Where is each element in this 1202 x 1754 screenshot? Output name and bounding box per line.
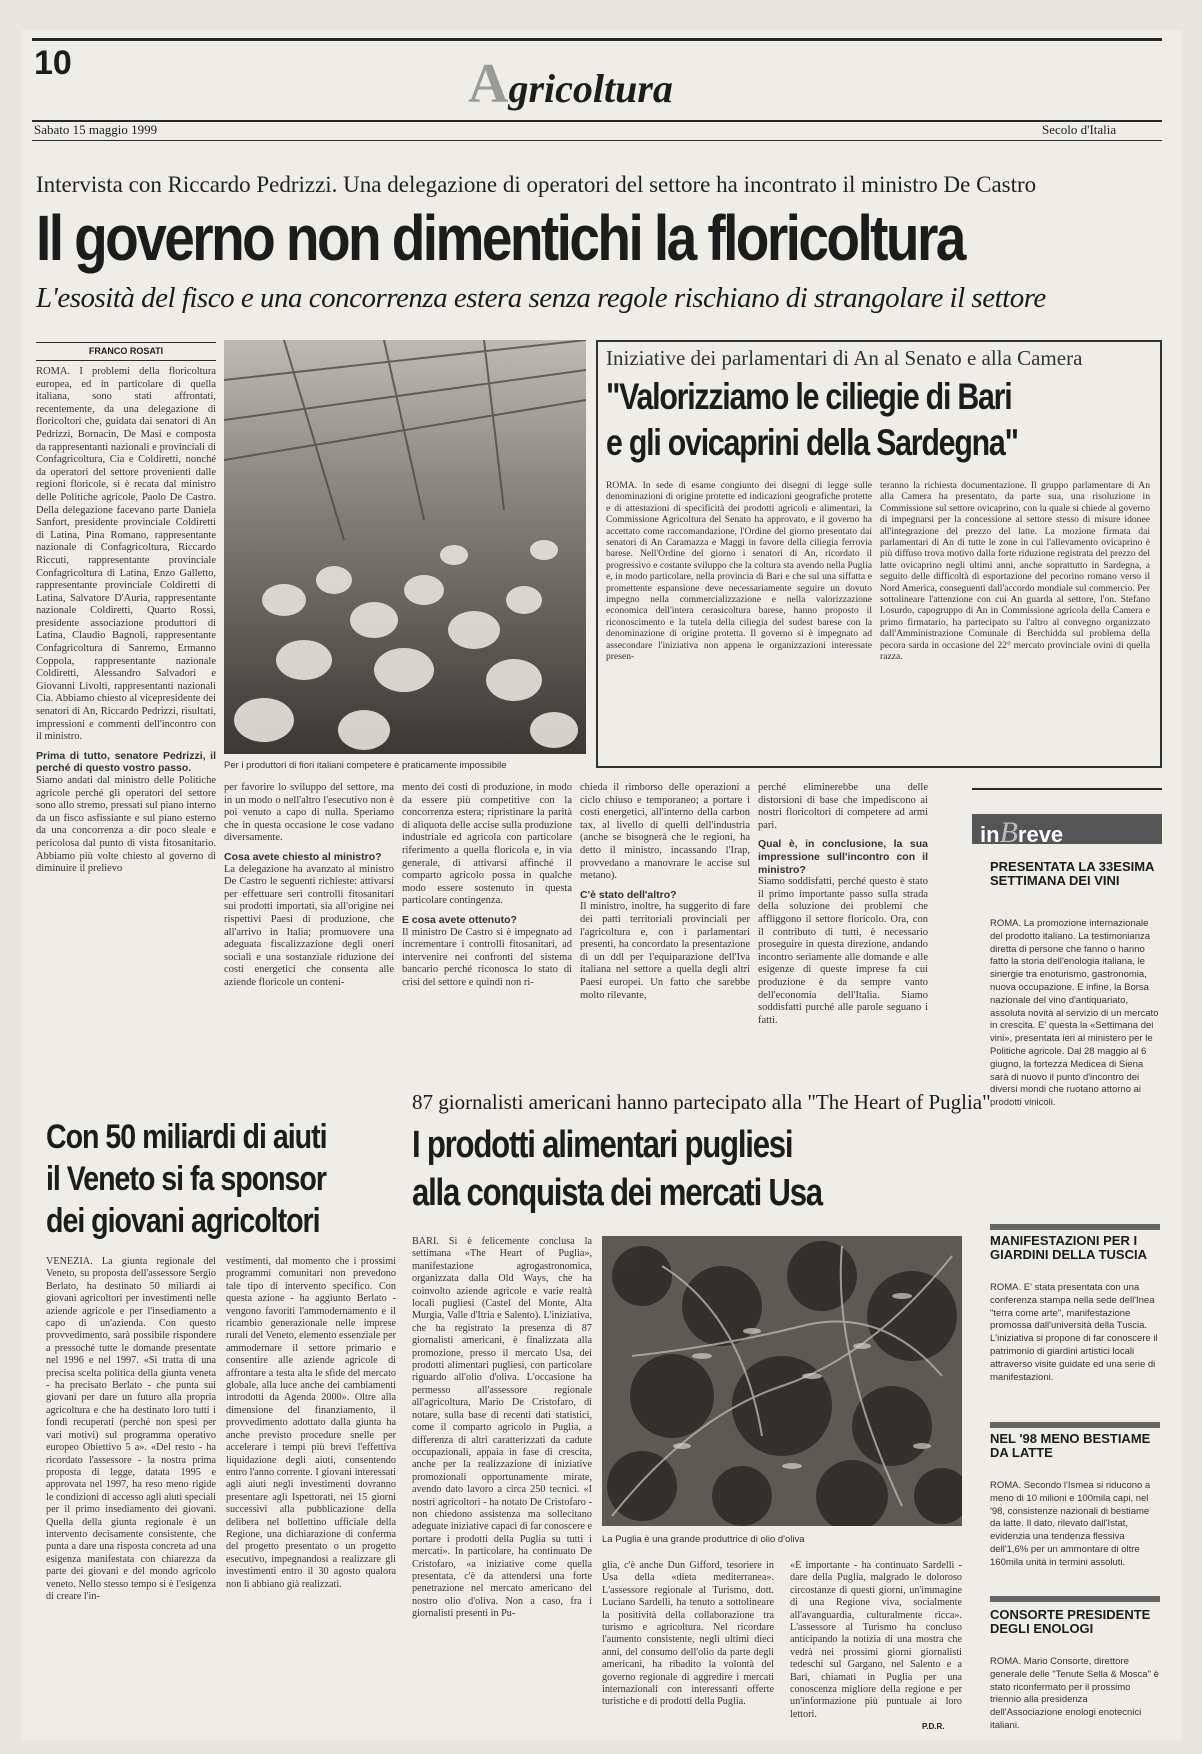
breve-item-1-text: ROMA. La promozione internazionale del prodotto italiano. La testimonianza diretta di persone che fanno o hanno fatto la storia dell'enologia italiana, le sinergie tra enoturismo, gastronomia, nuova occupazione. E infine, la Borsa nazionale del vino d'antiquariato, assoluta novità al servizio di un mercato in crescita. E' questa la «Settimana dei vini», presentata ieri al ministero per le Politiche agricole. Dal 28 maggio al 6 giugno, la fortezza Medicea di Siena sarà di nuovo il punto d'incontro dei diversi mondi che ruotano attorno ai prodotti vinicoli. (990, 918, 1159, 1109)
section-initial: A (468, 53, 509, 115)
main-column-1 (36, 366, 216, 914)
box-headline-line-2: e gli ovicaprini della Sardegna" (606, 422, 1018, 463)
greenhouse-photo-graphic (224, 340, 586, 754)
veneto-column-2: vestimenti, dal momento che i prossimi programmi comunitari non prevedono tale tipo di intervento specifico. Con questa azione - ha aggiunto Berlato - vengono favoriti l'ammodernamento e il ricambio generazionale nelle imprese rurali del Veneto, elemento essenziale per ammodernare il settore primario e consentire alle aziende agricole di affrontare a testa alta le sfide del mercato globale, alla luce anche dei cambiamenti introdotti da Agenda 2000». Oltre alla dimensione del finanziamento, il provvedimento adottato dalla giunta ha anche previsto procedure snelle per accelerare i tempi più brevi l'effettiva liquidazione degli aiuti, consentendo entro l'anno corrente. I giovani interessati agli aiuti negli investimenti dovranno presentare agli Ispettorati, nei 15 giorni successivi alla pubblicazione della delibera nel bollettino ufficiale della Regione, una dichiarazione di conferma del progetto presentato o un progetto esecutivo, impegnandosi a realizzare gli investimenti entro il 30 agosto qualora non li abbiano già realizzati. (226, 1256, 396, 1590)
main-column-5 (758, 782, 928, 1080)
breve-separator-1 (990, 1224, 1160, 1230)
breve-item-4-text: ROMA. Mario Consorte, direttore generale delle "Tenute Sella & Mosca" è stato riconfermato per il prossimo triennio alla presidenza dell'Associazione enologi enotecnici italiani. (990, 1656, 1159, 1731)
olive-photo-caption: La Puglia è una grande produttrice di olio d'oliva (602, 1534, 805, 1545)
olive-photo (602, 1236, 962, 1526)
main-col2b-text: La delegazione ha avanzato al ministro De Castro le seguenti richieste: attivarsi per effettuare seri controlli fitosanitari sui prodotti importati, sia all'origine nei rispettivi Paesi di produzione, che all'arrivo in Italia; promuovere una adeguata fiscalizzazione degli oneri sociali e una sostanziale riduzione dei costi energetici che consenta alle aziende floricole un conteni- (224, 863, 394, 988)
veneto-headline-line-1: Con 50 miliardi di aiuti (46, 1118, 327, 1156)
main-col2a-text: per favorire lo sviluppo del settore, ma in un modo o nell'altro l'esecutivo non è poi venuto a capo di nulla. Speriamo che in questa occasione le cose vadano diversamente. (224, 782, 394, 844)
main-col4b-text: Il ministro, inoltre, ha suggerito di fare dei patti territoriali provinciali per l'agricoltura e, con i parlamentari presenti, ha concordato la presentazione di un ddl per l'equiparazione dell'Iva italiana nel settore a quella degli altri Paesi europei. Un fatto che sarebbe molto rilevante, (580, 901, 750, 1001)
top-rule (32, 38, 1162, 41)
header-rule (32, 120, 1162, 122)
main-subhead: L'esosità del fisco e una concorrenza estera senza regole rischiano di strangolare il settore (36, 282, 1046, 314)
veneto-column-1: VENEZIA. La giunta regionale del Veneto, su proposta dell'assessore Sergio Berlato, ha destinato 50 miliardi ai giovani agricoltori per investimenti nelle aziende agricole e per l'insediamento a capo di un'azienda. Con questo provvedimento, sarà possibile rispondere a pressoché tutte le domande presentate nel 1996 e nel 1997. «Si tratta di una precisa scelta politica della giunta veneta - ha precisato Berlato - che punta sui giovani per dare un futuro alla propria agricoltura e che ha destinato loro tutti i fondi recuperati (perché non spesi per vari motivi) sul programma operativo europeo Obiettivo 5 a». «Del resto - ha ricordato l'assessore - la nostra prima proposta di legge, datata 1995 e approvata nel 1997, ha reso meno rigide le condizioni di accesso agli aiuti speciali per il primo insediamento dei giovani. Quella della giunta regionale è un intervento decisamente consistente, che punta a dare una risposta concreta ad una esigenza manifestata con chiarezza da parte dei giovani e del mondo agricolo veneto. Nello stesso tempo si è l'esigenza di creare l'in- (46, 1256, 216, 1602)
breve-item-1-head: PRESENTATA LA 33ESIMA SETTIMANA DEI VINI (990, 859, 1154, 888)
puglia-signature: P.D.R. (922, 1722, 945, 1731)
breve-separator-3 (990, 1596, 1160, 1602)
olive-photo-graphic (602, 1236, 962, 1526)
main-col3a-text: mento dei costi di produzione, in modo da essere più competitive con la concorrenza estera; ripristinare la parità di aliquota delle accise sulla produzione industriale ed agricola con particolare riferimento a quella floricola e, in via generale, di attivarsi affinché il comparto agricolo possa in qualche modo essere sostenuto in questa particolare contingenza. (402, 782, 572, 907)
breve-item-4-head: CONSORTE PRESIDENTE DEGLI ENOLOGI (990, 1607, 1151, 1636)
byline-rule-2 (36, 360, 216, 361)
header-rule-2 (32, 140, 1162, 141)
newspaper-page (22, 30, 1182, 1740)
puglia-headline-line-2: alla conquista dei mercati Usa (412, 1172, 822, 1214)
main-col3b-text: Il ministro De Castro si è impegnato ad incrementare i controlli fitosanitari, ad intervenire nei confronti del sistema bancario perché riconosca lo stato di crisi del settore e quindi non ri- (402, 926, 572, 988)
main-column-2 (224, 782, 394, 1080)
breve-item-3-text: ROMA. Secondo l'Ismea si riducono a meno di 10 milioni e 100mila capi, nel '98, consistenze nazionali di bestiame da latte. Il dato, rilevato dall'Istat, evidenzia una tendenza flessiva dell'1,6% per un ammontare di oltre 160mila unità in termini assoluti. (990, 1480, 1151, 1568)
main-kicker: Intervista con Riccardo Pedrizzi. Una delegazione di operatori del settore ha incontrato il ministro De Castro (36, 172, 1037, 197)
question-1: Prima di tutto, senatore Pedrizzi, il perché di questo vostro passo. (36, 749, 216, 775)
main-column-4 (580, 782, 750, 1080)
main-col4a-text: chieda il rimborso delle operazioni a ciclo chiuso e temporaneo; a portare i costi energetici, all'interno della carbon tax, al livello di quelli dell'industria (anche se bisognerà che le regioni, ha detto il ministro, incassando l'Irap, provvedano a manovrare le accise sul metano). (580, 782, 750, 882)
breve-item-2-text: ROMA. E' stata presentata con una conferenza stampa nella sede dell'Inea "terra come arte", manifestazione promossa dall'università della Tuscia. L'iniziativa si propone di far conoscere il patrimonio di giardini artistici locali attraverso visite guidate ed una serie di manifestazioni. (990, 1282, 1158, 1383)
section-rest: gricoltura (508, 66, 673, 111)
puglia-column-2: glia, c'è anche Dun Gifford, tesoriere in Usa della «dieta mediterranea». L'assessore regionale al Turismo, dott. Luciano Sardelli, ha tenuto a sottolineare la positività della collaborazione tra turismo e agricoltura. Nel ricordare l'aumento consistente, negli ultimi dieci anni, del consumo dell'olio da parte degli americani, ha ribadito la volontà del governo regionale di aggredire i mercati internazionali con interessanti offerte turistiche e di prodotti della Puglia. (602, 1560, 774, 1708)
in-breve-in: in (980, 822, 1000, 847)
in-breve-rest: reve (1017, 822, 1064, 847)
flowers-photo-caption: Per i produttori di fiori italiani competere è praticamente impossibile (224, 760, 507, 771)
main-headline: Il governo non dimentichi la floricoltura (36, 202, 964, 274)
page-number: 10 (34, 44, 72, 82)
in-breve-title (972, 814, 1162, 849)
main-col5b-text: Siamo soddisfatti, perché questo è stato il primo importante passo sulla strada della soluzione dei problemi che affliggono il settore floricolo. Ora, con il contributo di tutti, è necessario proseguire in questa direzione, andando incontro seriamente alle domande e alle esigenze di queste imprese fa cui produzione è da sempre vanto dell'economia dell'Italia. Siamo soddisfatti purché alle parole seguano i fatti. (758, 876, 928, 1026)
box-column-2: teranno la richiesta documentazione. Il gruppo parlamentare di An alla Camera ha presentato, da parte sua, una risoluzione in Commissione sul settore ovicaprino, con la quale si chiede al governo di impegnarsi per la concessione al settore stesso di misure idonee all'integrazione del prezzo del latte. La mozione firmata dai parlamentari di An di tutte le zone in cui l'allevamento ovicaprino è più diffuso trova motivo dalla forte riduzione registrata del prezzo del latte ovicaprino negli ultimi anni, anche soprattutto in Sardegna, a seguito delle difficoltà di esportazione del pecorino romano verso il Nord America, conseguenti dall'accordo mondiale sul commercio. Per sottolineare l'attenzione con cui An guarda al settore, l'on. Stefano Losurdo, capogruppo di An in Commissione agricola della Camera e primo firmatario, ha partecipato su l'altro al convegno organizzato dall'Amministrazione Comunale di Berchidda sul problema della pecora sarda in occasione del 22° mercato provinciale ovini di quella razza. (880, 480, 1150, 663)
veneto-headline-line-2: il Veneto si fa sponsor (46, 1160, 326, 1198)
greenhouse-flowers-photo (224, 340, 586, 754)
issue-date: Sabato 15 maggio 1999 (34, 122, 158, 137)
main-col1b-text: Siamo andati dal ministro delle Politiche agricole perché gli operatori del settore sono allo stremo, pressati sul piano interno da un fisco asfissiante e sul piano esterno da una concorrenza a dir poco sleale e pericolosa dal punto di vista fitosanitario. Abbiamo più volte chiesto al governo di diminuire il prelievo (36, 775, 216, 875)
puglia-headline-line-1: I prodotti alimentari pugliesi (412, 1124, 793, 1166)
box-kicker: Iniziative dei parlamentari di An al Senato e alla Camera (606, 346, 1083, 370)
section-title (468, 52, 673, 116)
puglia-column-3: «È importante - ha continuato Sardelli - dare della Puglia, malgrado le doloroso circostanze di questi giorni, un'immagine di una Regione viva, socialmente all'avanguardia, culturalmente ricca». L'assessore al Turismo ha concluso anticipando la notizia di una mostra che vedrà nei prossimi giorni giornalisti tedeschi sul Gargano, nel Salento e a Bari, chiamati in Puglia per una conoscenza migliore della regione e per un'informazione più puntuale ai loro lettori. (790, 1560, 962, 1720)
box-column-1: ROMA. In sede di esame congiunto dei disegni di legge sulle denominazioni di origine protette ed indicazioni geografiche protette e di attestazioni di specificità dei prodotti agricoli e alimentari, la Commissione Agricoltura del Senato ha approvato, e il governo ha accettato come raccomandazione, l'Ordine del giorno presentato dai senatori di An Caramazza e Maggi in favore della ciliegia ferrovia barese. Nell'Ordine del giorno i senatori di An, ricordato il progressivo e costante sviluppo che la coltura sta avendo nella Puglia e, in modo particolare, nella provincia di Bari e che sul una siffatta e promettente espansione deve necessariamente seguire un dovuto impegno nella commercializzazione e nella valorizzazione economica dell'intera cerasicoltura barese, hanno proposto il riconoscimento e la tutela della ciliegia del sudest barese con la denominazione di origine protetta. Il governo si è impegnato ad assecondare l'iniziativa non appena le organizzazioni interessate presen- (606, 480, 872, 663)
main-col5a-text: perché eliminerebbe una delle distorsioni di base che impediscono ai nostri floricoltori di competere ad armi pari. (758, 782, 928, 831)
byline: FRANCO ROSATI (88, 346, 164, 356)
veneto-headline-line-3: dei giovani agricoltori (46, 1202, 320, 1240)
breve-top-rule (972, 788, 1162, 790)
puglia-column-1: BARI. Si è felicemente conclusa la settimana «The Heart of Puglia», manifestazione agrogastronomica, organizzata dalla Old Ways, che ha coinvolto aziende agricole e varie realtà locali pugliesi (Castel del Monte, Alta Murgia, Valle d'Itria e Salento). L'iniziativa, che ha registrato la presenza di 87 giornalisti americani, è finalizzata alla promozione, presso il mercato Usa, dei prodotti alimentari pugliesi, con particolare riguardo all'olio d'oliva. L'occasione ha permesso all'assessore regionale all'agricoltura, Mario De Cristofaro, di notare, sulla base di recenti dati statistici, come il comparto agricolo in Puglia, a differenza di altri caratterizzati da cadute occupazionali, appaia in fase di crescita, anche per la realizzazione di iniziative promozionali opportunamente mirate, avendo dato lavoro a circa 250 tecnici. «I nostri agricoltori - ha notato De Cristofaro - non chiedono assistenza ma sollecitano adeguate iniziative capaci di far conoscere e portare i prodotti della Puglia su tutti i mercati». In particolare, ha continuato De Cristofaro, «a iniziative come quella presentata, c'è da attendersi una forte penetrazione nel mercato americano del nostro olio d'oliva. Non a caso, fra i giornalisti presenti in Pu- (412, 1236, 592, 1620)
question-5: Qual è, in conclusione, la sua impressione sull'incontro con il ministro? (758, 838, 928, 876)
main-col1-text: ROMA. I problemi della floricoltura europea, ed in particolare di quella italiana, sono stati affrontati, recentemente, da una delegazione di floricoltori che, guidata dai senatori di An Pedrizzi, Bornacin, De Masi e composta da rappresentanti nazionali e provinciali di Confagricoltura, Cia e Coldiretti, nonché da operatori del settore provenienti dalle regioni floricole, si è recata dal ministro delle Politiche agricole, Paolo De Castro. Della delegazione facevano parte Daniela Sanfort, presidente provinciale Coldiretti di Latina, Pina Romano, rappresentante nazionale di Confagricoltura, Riccardo Riccuti, rappresentante provinciale Confagricoltura di Latina, Enzo Galletto, rappresentante provinciale Coldiretti di Latina, Salvatore D'Auria, rappresentante nazionale Coldiretti, Quarto Rossi, presidente associazione produttori di Latina, Claudio Bagnoli, rappresentante Confagricoltura di Sanremo, Ermanno Coppola, rappresentante nazionale Coldiretti, Alessandro Salvadori e Giovanni Livolti, rappresentanti nazionali Cia. Abbiamo chiesto al vicepresidente dei senatori di An, Riccardo Pedrizzi, risultati, impressioni e commenti dell'incontro con il ministro. (36, 366, 216, 743)
breve-separator-2 (990, 1422, 1160, 1428)
box-headline-line-1: "Valorizziamo le ciliegie di Bari (606, 376, 1012, 417)
breve-item-2-head: MANIFESTAZIONI PER I GIARDINI DELLA TUSCIA (990, 1233, 1147, 1262)
question-4: C'è stato dell'altro? (580, 888, 677, 901)
in-breve-b: B (999, 816, 1018, 849)
paper-name: Secolo d'Italia (1042, 122, 1117, 137)
byline-rule (36, 342, 216, 343)
question-2: Cosa avete chiesto al ministro? (224, 850, 382, 863)
question-3: E cosa avete ottenuto? (402, 913, 517, 926)
parliament-box (596, 340, 1162, 768)
puglia-kicker: 87 giornalisti americani hanno partecipato alla "The Heart of Puglia" (412, 1090, 991, 1114)
breve-item-3-head: NEL '98 MENO BESTIAME DA LATTE (990, 1431, 1151, 1460)
main-column-3 (402, 782, 572, 1080)
